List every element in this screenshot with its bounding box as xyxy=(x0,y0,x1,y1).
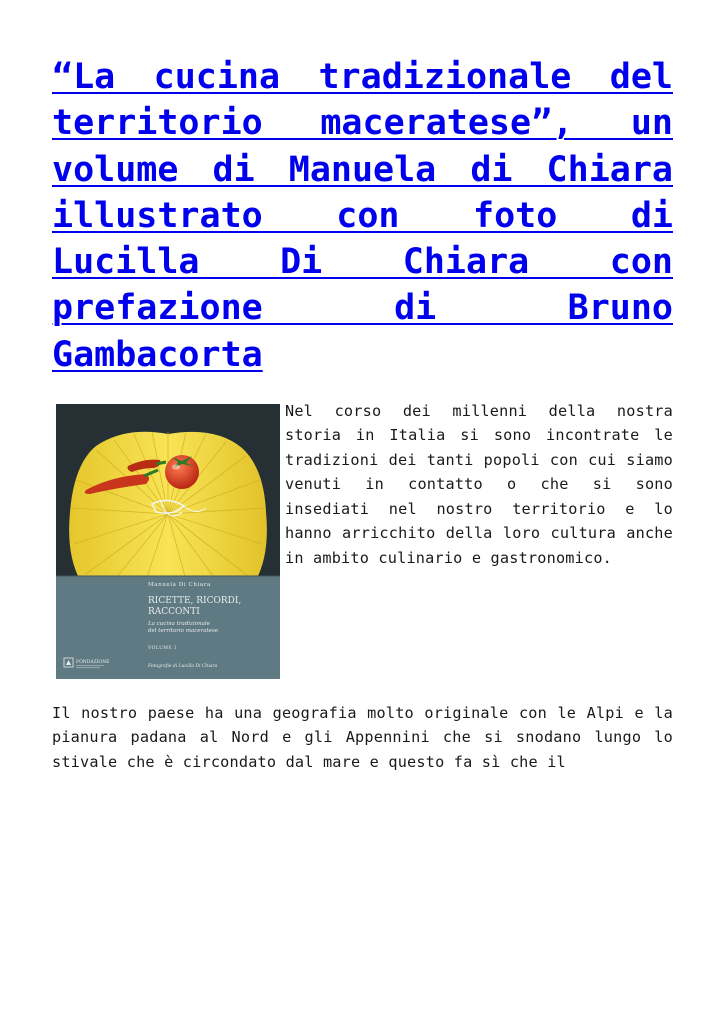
pasta-bundle xyxy=(69,432,267,580)
cover-volume: VOLUME I xyxy=(148,646,177,652)
cover-title-line1: RICETTE, RICORDI, xyxy=(148,596,242,607)
cover-author: Manuela Di Chiara xyxy=(148,582,211,589)
article-title-link[interactable]: “La cucina tradizionale del territorio maceratese”, un volume di Manuela di Chiara illustrato con foto di Lucilla Di Chiara con prefazione di Bruno Gambacorta xyxy=(52,57,673,375)
publisher-name: FONDAZIONE xyxy=(76,660,110,666)
book-cover-illustration xyxy=(56,404,280,679)
cover-title-line2: RACCONTI xyxy=(148,607,200,618)
article xyxy=(52,54,673,774)
book-cover-image xyxy=(56,404,280,679)
cover-subtitle-line2: del territorio maceratese xyxy=(148,628,219,635)
cover-photo-credit: Fotografie di Lucilla Di Chiara xyxy=(148,664,218,670)
article-title xyxy=(52,54,673,378)
cover-subtitle-line1: La cucina tradizionale xyxy=(148,621,210,628)
body-paragraph: Il nostro paese ha una geografia molto originale con le Alpi e la pianura padana al Nord e gli Appennini che si snodano lungo lo stivale che è circondato dal mare e questo fa sì che il xyxy=(52,704,673,771)
intro-paragraph: Nel corso dei millenni della nostra storia in Italia si sono incontrate le tradizioni dei tanti popoli con cui siamo venuti in contatto o che si sono insediati nel nostro territorio e lo hanno arricchito della loro cultura anche in ambito culinario e gastronomico. xyxy=(285,402,673,567)
intro-section xyxy=(52,399,673,701)
tomato xyxy=(165,455,199,489)
